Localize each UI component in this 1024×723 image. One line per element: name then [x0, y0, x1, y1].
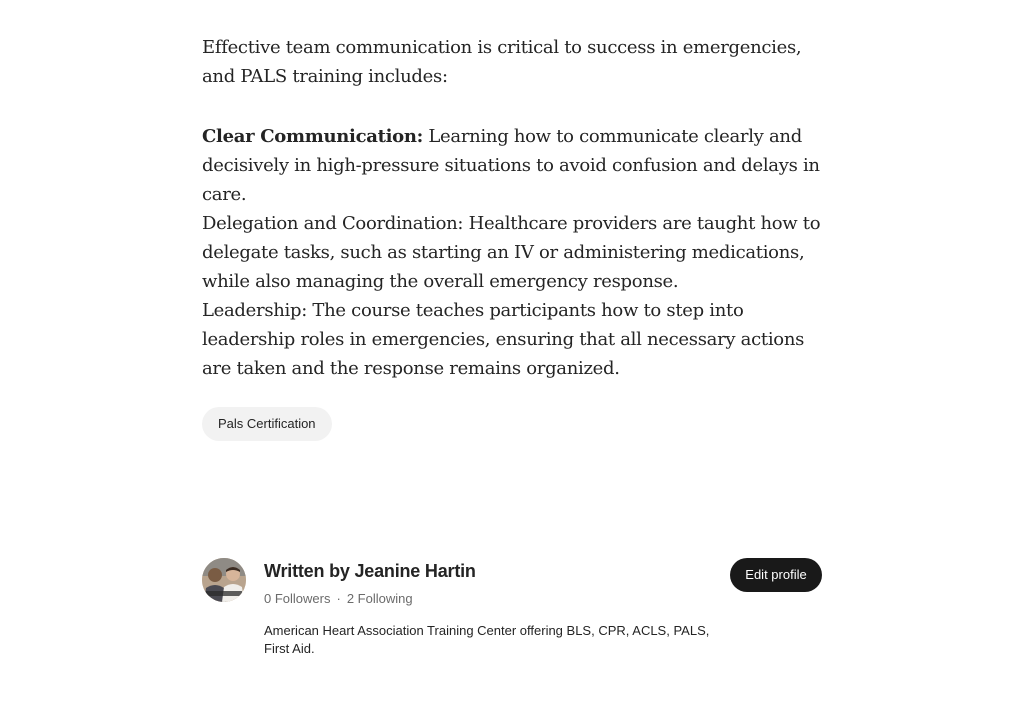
delegation-paragraph: Delegation and Coordination: Healthcare providers are taught how to delegate tasks, such as starting an IV or administering medications, while also managing the overall emergency response.	[202, 213, 821, 292]
clear-communication-label: Clear Communication:	[202, 126, 423, 147]
clear-communication-text: Learning how to communicate clearly and decisively in high-pressure situations to avoid confusion and delays in care.	[202, 126, 820, 205]
intro-paragraph: Effective team communication is critical to success in emergencies, and PALS training includes:	[202, 37, 802, 87]
author-card	[202, 557, 822, 667]
written-by-heading[interactable]: Written by Jeanine Hartin	[264, 561, 476, 581]
stats-separator: ·	[336, 591, 341, 606]
author-stats	[264, 590, 413, 608]
paragraph-gap	[202, 91, 822, 122]
avatar[interactable]	[202, 558, 246, 602]
tag-pals-certification[interactable]: Pals Certification	[202, 407, 332, 441]
edit-profile-button[interactable]: Edit profile	[730, 558, 822, 592]
author-bio: American Heart Association Training Center offering BLS, CPR, ACLS, PALS, First Aid.	[264, 623, 710, 656]
avatar-image	[202, 558, 246, 602]
following-link[interactable]: 2 Following	[346, 591, 413, 606]
followers-link[interactable]: 0 Followers	[264, 591, 331, 606]
leadership-paragraph: Leadership: The course teaches participants how to step into leadership roles in emergencies, ensuring that all necessary actions are taken and the response remains organized.	[202, 300, 805, 379]
clear-communication-paragraph	[202, 122, 822, 209]
article-body	[202, 33, 822, 383]
